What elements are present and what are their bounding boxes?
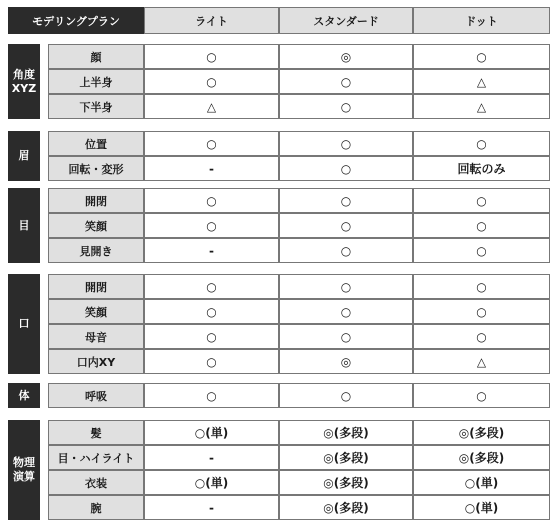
header-plan-dot: ドット — [413, 7, 550, 34]
feature-label: 髪 — [48, 420, 144, 445]
support-value: - — [144, 156, 279, 181]
support-value: - — [144, 238, 279, 263]
support-value: ○ — [144, 69, 279, 94]
support-value: - — [144, 495, 279, 520]
support-value: ○(単) — [413, 470, 550, 495]
support-value: ◎(多段) — [279, 420, 413, 445]
feature-label: 見開き — [48, 238, 144, 263]
support-value: △ — [413, 69, 550, 94]
support-value: ○ — [279, 238, 413, 263]
support-value: ○ — [144, 383, 279, 408]
support-value: ○ — [144, 324, 279, 349]
group-label: 眉 — [8, 131, 40, 181]
support-value: ○ — [413, 383, 550, 408]
feature-label: 下半身 — [48, 94, 144, 119]
feature-label: 開閉 — [48, 188, 144, 213]
support-value: ○ — [279, 324, 413, 349]
support-value: △ — [413, 349, 550, 374]
header-plan-light: ライト — [144, 7, 279, 34]
feature-label: 母音 — [48, 324, 144, 349]
support-value: ○ — [413, 324, 550, 349]
support-value: ○ — [413, 188, 550, 213]
support-value: ○ — [279, 156, 413, 181]
support-value: △ — [144, 94, 279, 119]
support-value: ○ — [144, 349, 279, 374]
feature-label: 衣装 — [48, 470, 144, 495]
support-value: ○ — [144, 188, 279, 213]
feature-label: 口内XY — [48, 349, 144, 374]
support-value: ○ — [279, 131, 413, 156]
support-value: ○ — [144, 299, 279, 324]
support-value: ○ — [413, 131, 550, 156]
group-label: 物理 演算 — [8, 420, 40, 520]
feature-label: 開閉 — [48, 274, 144, 299]
support-value: ○(単) — [144, 420, 279, 445]
support-value: ◎(多段) — [279, 495, 413, 520]
support-value: ○ — [413, 238, 550, 263]
feature-label: 目・ハイライト — [48, 445, 144, 470]
support-value: ○(単) — [413, 495, 550, 520]
group-label: 口 — [8, 274, 40, 374]
support-value: ○ — [144, 213, 279, 238]
support-value: ○ — [413, 274, 550, 299]
support-value: ○ — [144, 131, 279, 156]
support-value: ○ — [144, 274, 279, 299]
support-value: ○ — [413, 299, 550, 324]
support-value: ○ — [413, 213, 550, 238]
support-value: ○ — [144, 44, 279, 69]
support-value: ○ — [279, 69, 413, 94]
feature-label: 顔 — [48, 44, 144, 69]
support-value: ○ — [279, 213, 413, 238]
feature-label: 笑顔 — [48, 299, 144, 324]
support-value: ◎(多段) — [413, 420, 550, 445]
support-value: - — [144, 445, 279, 470]
support-value: ◎ — [279, 44, 413, 69]
support-value: ○ — [279, 299, 413, 324]
support-value: ○ — [413, 44, 550, 69]
support-value: ◎(多段) — [279, 445, 413, 470]
feature-label: 上半身 — [48, 69, 144, 94]
feature-label: 回転・変形 — [48, 156, 144, 181]
support-value: ◎(多段) — [279, 470, 413, 495]
support-value: △ — [413, 94, 550, 119]
support-value: ○ — [279, 274, 413, 299]
header-plan-title: モデリングプラン — [8, 7, 144, 34]
feature-label: 呼吸 — [48, 383, 144, 408]
support-value: ◎ — [279, 349, 413, 374]
support-value: ○ — [279, 94, 413, 119]
support-value: 回転のみ — [413, 156, 550, 181]
feature-label: 腕 — [48, 495, 144, 520]
support-value: ○ — [279, 383, 413, 408]
support-value: ○(単) — [144, 470, 279, 495]
header-plan-standard: スタンダード — [279, 7, 413, 34]
feature-label: 笑顔 — [48, 213, 144, 238]
support-value: ◎(多段) — [413, 445, 550, 470]
group-label: 体 — [8, 383, 40, 408]
group-label: 目 — [8, 188, 40, 263]
group-label: 角度 XYZ — [8, 44, 40, 119]
feature-label: 位置 — [48, 131, 144, 156]
support-value: ○ — [279, 188, 413, 213]
